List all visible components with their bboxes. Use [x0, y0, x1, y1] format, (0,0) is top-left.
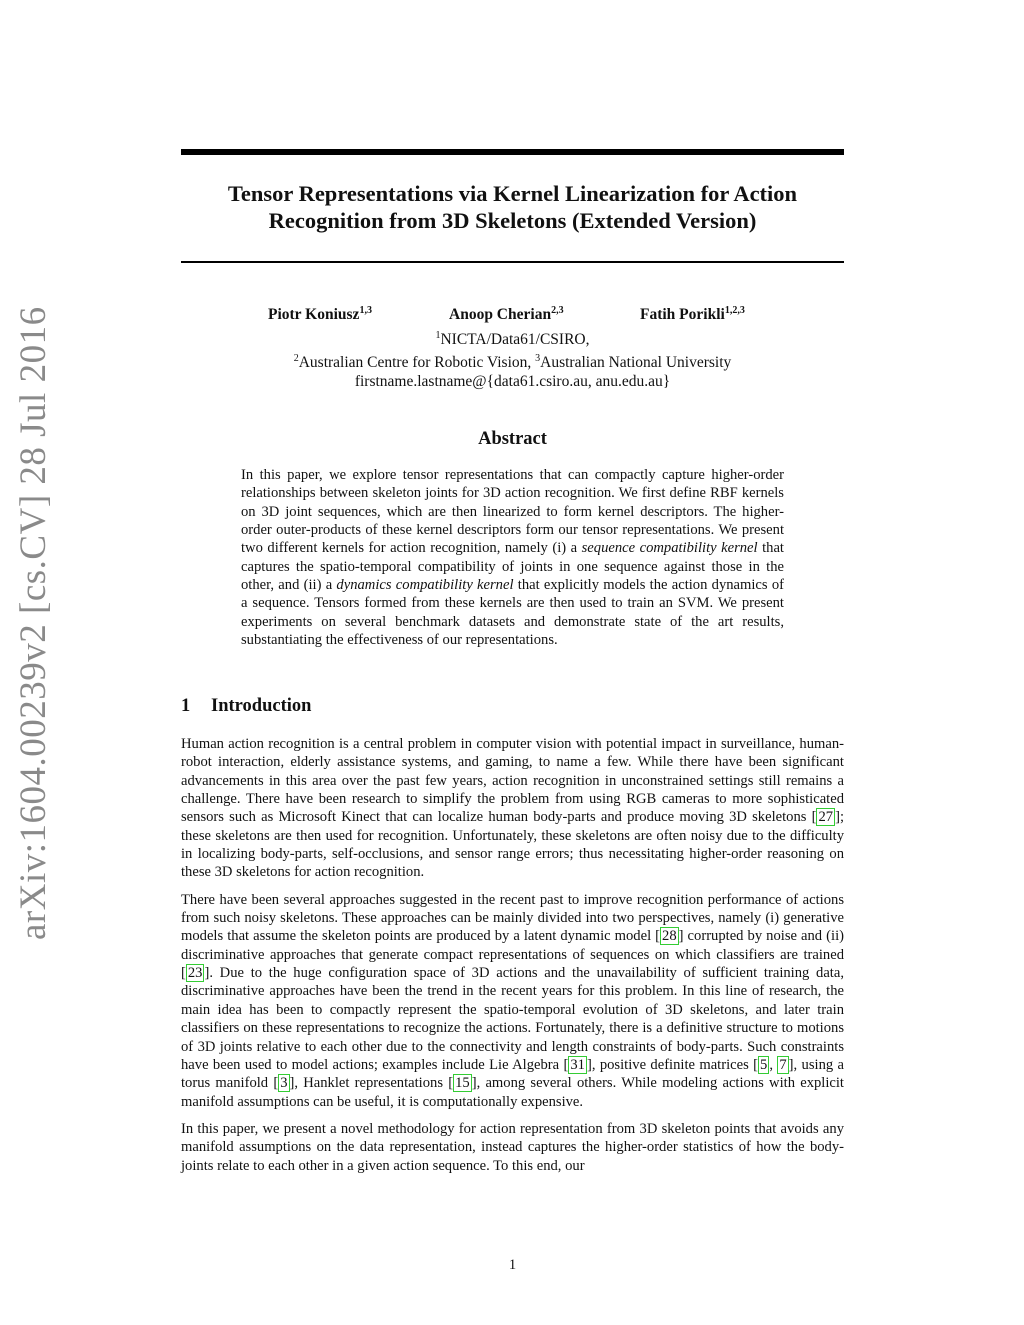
- abstract-text: [241, 466, 784, 649]
- citation-link[interactable]: 23: [187, 965, 203, 982]
- paragraph-3: [181, 1120, 844, 1175]
- section-heading-introduction: [181, 696, 311, 717]
- author-sup: 2,3: [551, 305, 564, 316]
- affiliation-text: Australian National University: [540, 354, 732, 372]
- author-email: firstname.lastname@{data61.csiro.au, anu.edu.au}: [354, 373, 671, 391]
- affiliation-sup: 1: [435, 330, 441, 341]
- title-rule-top: [181, 149, 844, 155]
- citation-link[interactable]: 28: [662, 928, 677, 945]
- introduction-body: [181, 735, 844, 1184]
- citation-link[interactable]: 3: [280, 1075, 288, 1092]
- text-span: ]; these skeletons are then used for recognition. Unfortunately, these skeletons are often noisy due to the difficulty in localizing body-parts, self-occlusions, and sensor range errors; thus necessitating higher-order reasoning on these 3D skeletons for action recognition.: [181, 809, 844, 881]
- citation-link[interactable]: 7: [779, 1056, 787, 1073]
- text-span: ] corrupted by noise and (ii) discriminative approaches that generate compact representations of sequences on which classifiers are trained [: [181, 928, 844, 982]
- page-number: 1: [508, 1257, 517, 1273]
- abstract-heading: Abstract: [478, 429, 547, 449]
- text-span: There have been several approaches suggested in the recent past to improve recognition performance of actions from such noisy skeletons. These approaches can be mainly divided into two perspectives, namely (i) generative models that assume the skeleton points are produced by a latent dynamic model [: [181, 891, 844, 945]
- text-span: In this paper, we present a novel methodology for action representation from 3D skeleton points that avoids any manifold assumptions on the data representation, instead captures the higher-order statistics of how the body-joints relate to each other in a given action sequence. To this end, our: [181, 1120, 844, 1174]
- affiliation-line-1: [181, 326, 844, 349]
- text-span: ,: [769, 1056, 778, 1073]
- citation-link[interactable]: 15: [455, 1075, 470, 1092]
- author-sup: 1,3: [359, 305, 372, 316]
- author-name: Piotr Koniusz: [268, 306, 360, 324]
- title-rule-bottom: [181, 261, 844, 263]
- text-span: ], among several others. While modeling actions with explicit manifold assumptions can be useful, it is computationally expensive.: [181, 1075, 844, 1110]
- abstract-emphasis: sequence compatibility kernel: [581, 540, 758, 557]
- paper-title: Tensor Representations via Kernel Linearization for Action Recognition from 3D Skeletons (Extended Version): [227, 181, 798, 233]
- abstract-span: In this paper, we explore tensor representations that can compactly capture higher-order relationships between skeleton joints for 3D action recognition. We first define RBF kernels on 3D joint sequences, which are then linearized to form kernel descriptors. The higher-order outer-products of these kernel descriptors form our tensor representations. We present two different kernels for action recognition, namely (i) a: [241, 467, 784, 557]
- abstract-span: that captures the spatio-temporal compatibility of joints in one sequence against those in the other, and (ii) a: [241, 540, 784, 594]
- text-span: ]. Due to the huge configuration space of 3D actions and the unavailability of sufficient training data, discriminative approaches have been the trend in the recent years for this problem. In this line of research, the main idea has been to compactly represent the spatio-temporal evolution of 3D skeletons, and later train classifiers on these representations to recognize the actions. Fortunately, there is a definitive structure to motions of 3D joints relative to each other due to the connectivity and length constraints of body-parts. Such constraints have been used to model actions; examples include Lie Algebra [: [181, 965, 844, 1073]
- author-1: [268, 305, 372, 324]
- affiliation-sup: 2: [293, 353, 299, 365]
- author-sup: 1,2,3: [724, 305, 745, 316]
- citation-link[interactable]: 31: [570, 1056, 585, 1073]
- text-span: ], positive definite matrices [: [586, 1056, 759, 1073]
- text-span: ], Hanklet representations [: [289, 1075, 454, 1092]
- author-name: Anoop Cherian: [449, 306, 552, 324]
- text-span: ], using a torus manifold [: [181, 1056, 845, 1092]
- arxiv-stamp: arXiv:1604.00239v2 [cs.CV] 28 Jul 2016: [13, 306, 54, 940]
- author-name: Fatih Porikli: [640, 306, 725, 324]
- paragraph-2: [181, 891, 844, 1111]
- affiliation-text: Australian Centre for Robotic Vision,: [298, 354, 536, 372]
- author-3: [640, 305, 745, 324]
- paragraph-1: [181, 735, 844, 882]
- abstract-span: that explicitly models the action dynamics of a sequence. Tensors formed from these kernels are then used to train an SVM. We present experiments on several benchmark datasets and demonstrate state of the art results, substantiating the effectiveness of our representations.: [241, 577, 784, 649]
- section-title: Introduction: [211, 696, 312, 716]
- abstract-emphasis: dynamics compatibility kernel: [336, 577, 514, 594]
- section-number: 1: [181, 696, 191, 716]
- affiliations: [181, 326, 844, 391]
- citation-link[interactable]: 27: [818, 809, 834, 826]
- citation-link[interactable]: 5: [760, 1056, 768, 1073]
- author-2: [449, 305, 564, 324]
- text-span: Human action recognition is a central problem in computer vision with potential impact in surveillance, human-robot interaction, elderly assistance systems, and gaming, to name a few. While there have been significant advancements in this area over the past few years, action recognition in unconstrained settings still remains a challenge. There have been research to simplify the problem from using RGB cameras to more sophisticated sensors such as Microsoft Kinect that can localize human body-parts and produce moving 3D skeletons [: [181, 736, 844, 826]
- affiliation-text: NICTA/Data61/CSIRO,: [440, 331, 590, 349]
- affiliation-line-2: [181, 349, 844, 372]
- affiliation-sup: 3: [535, 353, 541, 365]
